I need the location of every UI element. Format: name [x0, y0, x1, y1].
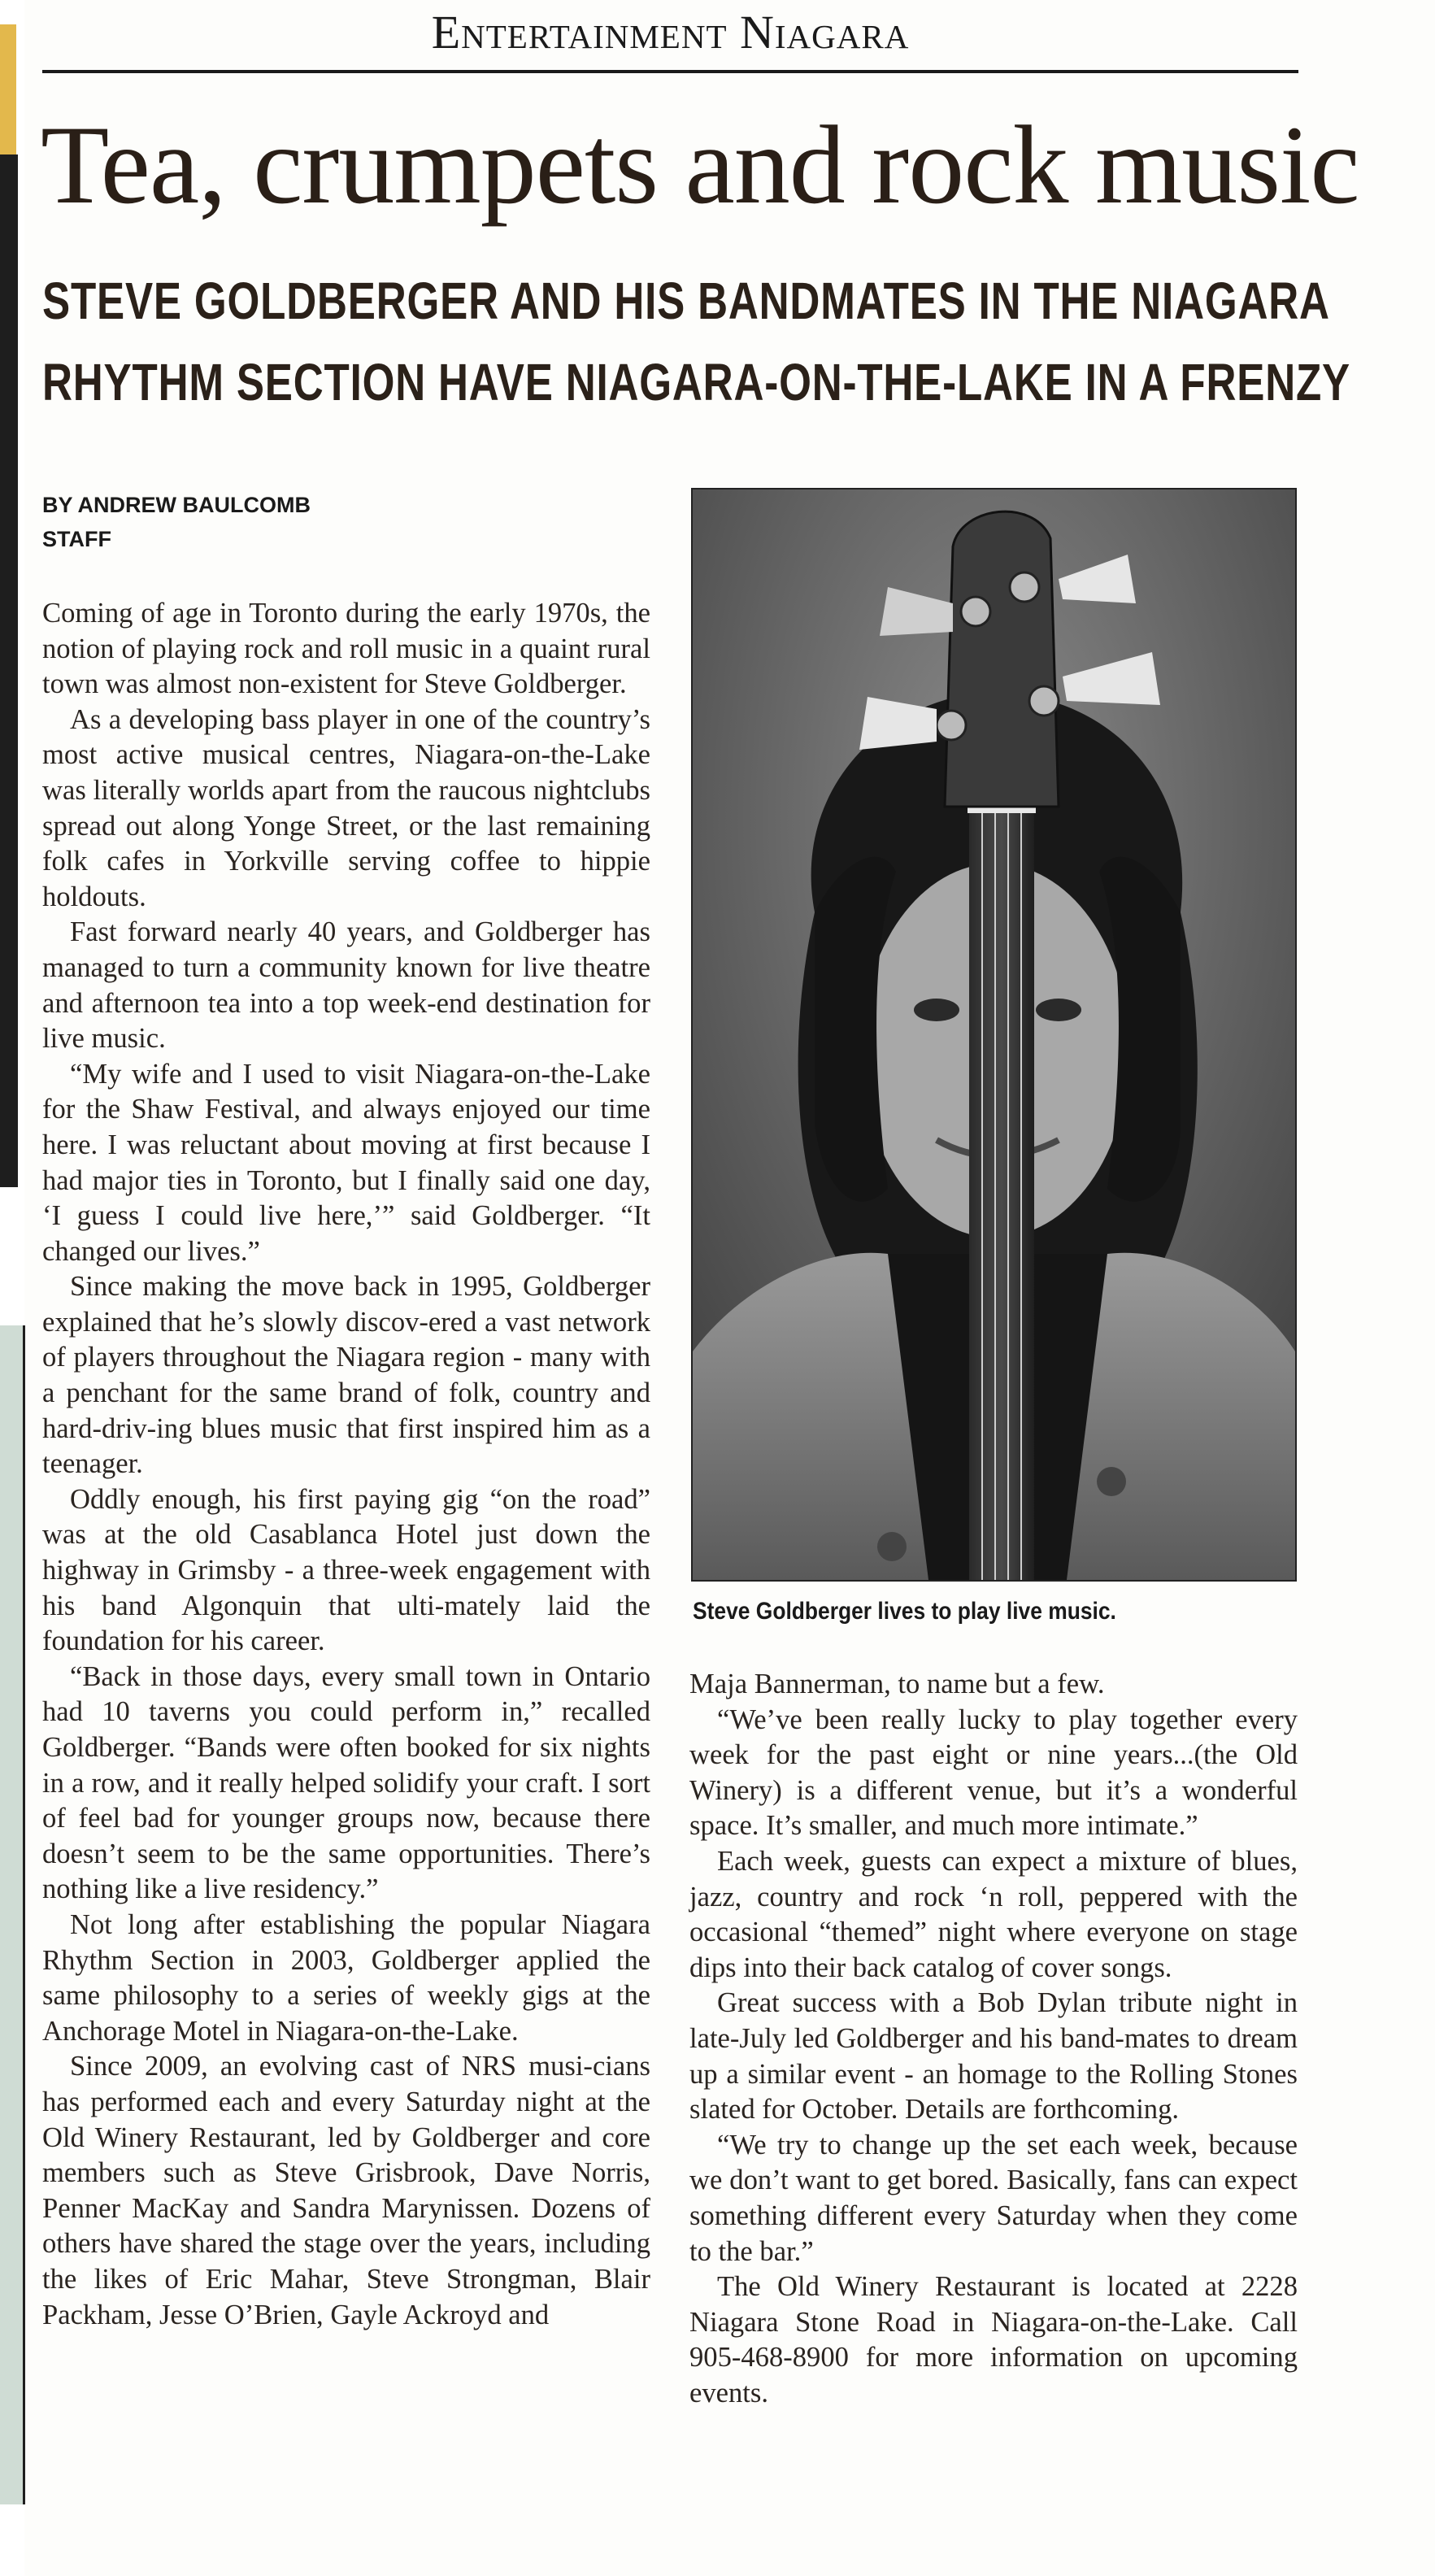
deck-line-2: RHYTHM SECTION HAVE NIAGARA-ON-THE-LAKE IN A FRENZY	[42, 353, 1350, 411]
headline: Tea, crumpets and rock music	[41, 102, 1359, 227]
paragraph: Since making the move back in 1995, Goldberger explained that he’s slowly discov-ered a vast network of players throughout the Niagara region - many with a penchant for the same brand of folk, country and hard-driv-ing blues music that first inspired him as a teenager.	[42, 1271, 650, 1480]
byline-author: BY ANDREW BAULCOMB	[42, 493, 311, 517]
paragraph: As a developing bass player in one of the country’s most active musical centres, Niagara-on-the-Lake was literally worlds apart from the raucous nightclubs spread out along Yonge Street, or the last remaining folk cafes in Yorkville serving coffee to hippie holdouts.	[42, 703, 650, 912]
edge-strip-yellow	[0, 24, 16, 154]
paragraph: Not long after establishing the popular Niagara Rhythm Section in 2003, Goldberger applied the same philosophy to a series of weekly gigs at the Anchorage Motel in Niagara-on-the-Lake.	[42, 1908, 650, 2047]
article-column-2	[689, 1667, 1298, 2411]
byline	[42, 488, 311, 556]
paragraph: Oddly enough, his first paying gig “on the road” was at the old Casablanca Hotel just down the highway in Grimsby - a three-week engagement with his band Algonquin that ulti-mately laid the foundation for his career.	[42, 1483, 650, 1657]
paragraph: “We’ve been really lucky to play together every week for the past eight or nine years...(the Old Winery) is a different venue, but it’s a wonderful space. It’s smaller, and much more intimate.”	[689, 1704, 1298, 1842]
photo-illustration	[693, 490, 1295, 1580]
section-header	[42, 0, 1298, 73]
paragraph: Great success with a Bob Dylan tribute night in late-July led Goldberger and his band-mates to dream up a similar event - an homage to the Rolling Stones slated for October. Details are forthcoming.	[689, 1987, 1298, 2126]
paragraph: The Old Winery Restaurant is located at 2228 Niagara Stone Road in Niagara-on-the-Lake. Call 905-468-8900 for more information on upcoming events.	[689, 2271, 1298, 2408]
article-column-1	[42, 596, 650, 2333]
paragraph: Coming of age in Toronto during the early 1970s, the notion of playing rock and roll music in a quaint rural town was almost non-existent for Steve Goldberger.	[42, 598, 650, 700]
byline-role: STAFF	[42, 527, 111, 551]
article-photo	[691, 488, 1297, 1582]
adjacent-page-edge	[0, 0, 24, 2576]
paragraph: “We try to change up the set each week, because we don’t want to get bored. Basically, fans can expect something different every Saturday when they come to the bar.”	[689, 2129, 1298, 2267]
paragraph: Fast forward nearly 40 years, and Goldberger has managed to turn a community known for live theatre and afternoon tea into a top week-end destination for live music.	[42, 916, 650, 1055]
edge-strip-white	[0, 1187, 24, 1325]
deck-line-1: STEVE GOLDBERGER AND HIS BANDMATES IN THE NIAGARA	[42, 272, 1330, 330]
edge-strip-dark	[0, 154, 18, 1187]
paragraph: Since 2009, an evolving cast of NRS musi-cians has performed each and every Saturday night at the Old Winery Restaurant, led by Goldberger and core members such as Steve Grisbrook, Dave Norris, Penner MacKay and Sandra Marynissen. Dozens of others have shared the stage over the years, including the likes of Eric Mahar, Steve Strongman, Blair Packham, Jesse O’Brien, Gayle Ackroyd and	[42, 2051, 650, 2330]
section-title: Entertainment Niagara	[431, 6, 910, 59]
edge-strip-panel	[0, 1325, 25, 2504]
paragraph: “Back in those days, every small town in Ontario had 10 taverns you could perform in,” recalled Goldberger. “Bands were often booked for six nights in a row, and it really helped solidify your craft. I sort of feel bad for younger groups now, because there doesn’t seem to be the same opportunities. There’s nothing like a live residency.”	[42, 1660, 650, 1905]
paragraph: Maja Bannerman, to name but a few.	[689, 1669, 1105, 1699]
paragraph: “My wife and I used to visit Niagara-on-the-Lake for the Shaw Festival, and always enjoyed our time here. I was reluctant about moving at first because I had major ties in Toronto, but I finally said one day, ‘I guess I could live here,’” said Goldberger. “It changed our lives.”	[42, 1058, 650, 1267]
photo-caption: Steve Goldberger lives to play live music.	[693, 1598, 1116, 1625]
deck	[42, 260, 1350, 423]
paragraph: Each week, guests can expect a mixture of blues, jazz, country and rock ‘n roll, peppered with the occasional “themed” night where everyone on stage dips into their back catalog of cover songs.	[689, 1845, 1298, 1983]
